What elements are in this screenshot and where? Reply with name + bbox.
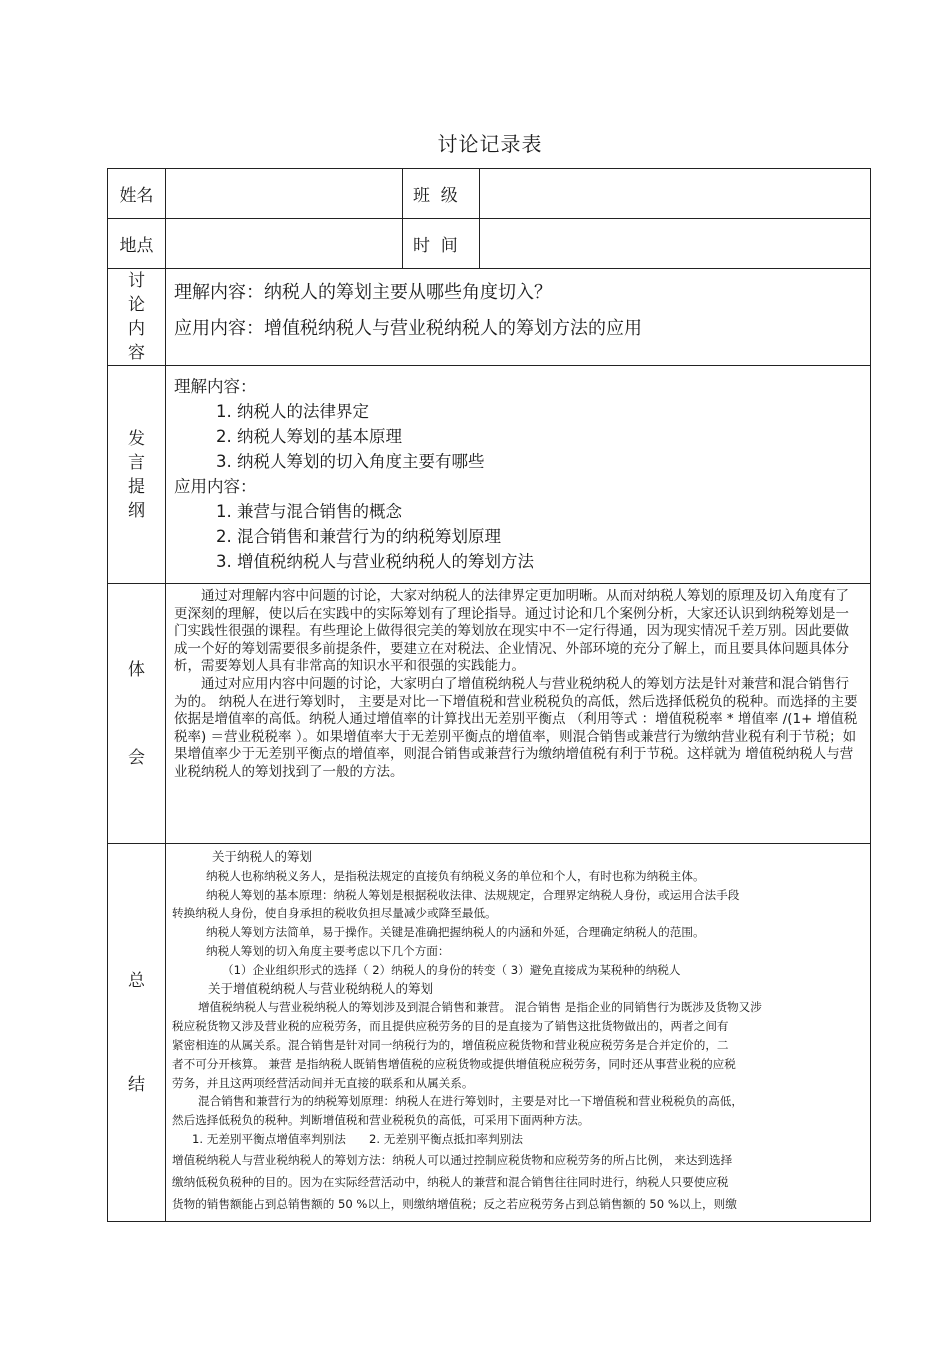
summary-line: 货物的销售额能占到总销售额的 50 %以上，则缴纳增值税；反之若应税劳务占到总销售额的 50 %以上，则缴 [172, 1196, 737, 1211]
value-name [166, 169, 403, 219]
label-name: 姓名 [108, 169, 166, 219]
summary-line: 增值税纳税人与营业税纳税人的筹划涉及到混合销售和兼营。 混合销售 是指企业的同销售行为既涉及货物又涉 [198, 1000, 762, 1015]
outline-item: 3. 增值税纳税人与营业税纳税人的筹划方法 [216, 552, 534, 571]
label-summary [108, 844, 166, 1222]
label-place: 地点 [108, 219, 166, 269]
row-place-time [108, 219, 871, 269]
row-summary [108, 844, 871, 1222]
summary-line: 缴纳低税负税种的目的。因为在实际经营活动中，纳税人的兼营和混合销售往往同时进行，纳税人只要使应税 [172, 1174, 729, 1189]
label-topic-char: 内 [128, 319, 145, 339]
outline-item: 1. 纳税人的法律界定 [216, 402, 369, 421]
summary-heading: 关于纳税人的筹划 [212, 849, 313, 864]
topic-line-understanding: 理解内容：纳税人的筹划主要从哪些角度切入？ [174, 282, 552, 303]
row-experience [108, 584, 871, 844]
outline-heading-understanding: 理解内容： [174, 377, 257, 396]
summary-line: 1. 无差别平衡点增值率判别法 2. 无差别平衡点抵扣率判别法 [192, 1131, 523, 1146]
summary-line: 纳税人也称纳税义务人，是指税法规定的直接负有纳税义务的单位和个人，有时也称为纳税主体。 [206, 868, 705, 883]
summary-heading: 关于增值税纳税人与营业税纳税人的筹划 [208, 980, 434, 996]
record-table [107, 168, 871, 1222]
label-outline-char: 提 [128, 476, 145, 497]
label-outline [108, 366, 166, 584]
label-summary-char: 结 [128, 1074, 145, 1095]
topic-content [166, 269, 871, 366]
label-experience-char: 体 [128, 659, 145, 680]
outline-item: 2. 纳税人筹划的基本原理 [216, 427, 402, 446]
experience-content [166, 584, 871, 844]
summary-line: 税应税货物又涉及营业税的应税劳务，而且提供应税劳务的目的是直接为了销售这批货物做出的，两者之间有 [172, 1019, 729, 1034]
row-outline [108, 366, 871, 584]
label-topic-char: 容 [128, 343, 145, 363]
value-class [480, 169, 871, 219]
label-experience-char: 会 [128, 747, 145, 768]
label-topic-char: 论 [128, 295, 145, 315]
value-place [166, 219, 403, 269]
outline-item: 1. 兼营与混合销售的概念 [216, 502, 402, 521]
summary-line: 增值税纳税人与营业税纳税人的筹划方法：纳税人可以通过控制应税货物和应税劳务的所占比例， 来达到选择 [172, 1152, 733, 1167]
label-class: 班 级 [403, 169, 480, 219]
summary-line: 者不可分开核算。 兼营 是指纳税人既销售增值税的应税货物或提供增值税应税劳务，同时还从事营业税的应税 [172, 1056, 736, 1071]
label-experience [108, 584, 166, 844]
outline-item: 3. 纳税人筹划的切入角度主要有哪些 [216, 452, 485, 471]
label-topic [108, 269, 166, 366]
summary-line: 混合销售和兼营行为的纳税筹划原理：纳税人在进行筹划时，主要是对比一下增值税和营业税税负的高低， [198, 1094, 743, 1109]
label-outline-char: 纲 [128, 500, 145, 521]
summary-line: 转换纳税人身份，使自身承担的税收负担尽量减少或降至最低。 [172, 906, 497, 921]
row-topic [108, 269, 871, 366]
summary-content [166, 844, 871, 1222]
summary-line: 纳税人筹划的切入角度主要考虑以下几个方面： [206, 943, 450, 958]
label-topic-char: 讨 [128, 271, 145, 291]
experience-paragraph: 通过对应用内容中问题的讨论，大家明白了增值税纳税人与营业税纳税人的筹划方法是针对兼营和混合销售行为的。 纳税人在进行筹划时， 主要是对比一下增值税和营业税税负的高低，然后选择低税负的税种。而选择的主要依据是增值率的高低。纳税人通过增值率的计算找出无差别平衡点 （利用等式 ：增值税税率 * 增值率 /(1+ 增值税税率) ＝营业税税率 ）。如果增值率大于无差别平衡点的增值率，则混合销售或兼营行为缴纳营业税有利于节税；如果增值率少于无差别平衡点的增值率，则混合销售或兼营行为缴纳增值税有利于节税。这样就为 增值税纳税人与营业税纳税人的筹划找到了一般的方法。 [174, 675, 858, 780]
experience-paragraph: 通过对理解内容中问题的讨论，大家对纳税人的法律界定更加明晰。从而对纳税人筹划的原理及切入角度有了更深刻的理解，使以后在实践中的实际筹划有了理论指导。通过讨论和几个案例分析，大家还认识到纳税筹划是一门实践性很强的课程。有些理论上做得很完美的筹划放在现实中不一定行得通，因为现实情况千差万别。因此要做成一个好的筹划需要很多前提条件，要建立在对税法、企业情况、外部环境的充分了解上，而且要具体问题具体分析，需要筹划人具有非常高的知识水平和很强的实践能力。 [174, 588, 849, 675]
summary-line: 劳务，并且这两项经营活动间并无直接的联系和从属关系。 [172, 1075, 474, 1090]
label-time: 时 间 [403, 219, 480, 269]
page-title: 讨论记录表 [437, 132, 543, 156]
topic-line-application: 应用内容：增值税纳税人与营业税纳税人的筹划方法的应用 [174, 318, 642, 339]
outline-item: 2. 混合销售和兼营行为的纳税筹划原理 [216, 527, 501, 546]
outline-heading-application: 应用内容： [174, 477, 257, 496]
row-name-class [108, 169, 871, 219]
summary-line: 然后选择低税负的税种。判断增值税和营业税税负的高低，可采用下面两种方法。 [172, 1113, 590, 1128]
outline-content [166, 366, 871, 584]
summary-line: 纳税人筹划方法简单，易于操作。关键是准确把握纳税人的内涵和外延，合理确定纳税人的范围。 [206, 925, 705, 940]
label-summary-char: 总 [128, 970, 145, 991]
value-time [480, 219, 871, 269]
summary-line: 紧密相连的从属关系。混合销售是针对同一纳税行为的，增值税应税货物和营业税应税劳务是合并定价的，二 [172, 1037, 729, 1052]
summary-line: （1）企业组织形式的选择（ 2）纳税人的身份的转变（ 3）避免直接成为某税种的纳税人 [222, 962, 681, 977]
summary-line: 纳税人筹划的基本原理：纳税人筹划是根据税收法律、法规规定，合理界定纳税人身份，或运用合法手段 [206, 887, 740, 902]
label-outline-char: 言 [128, 452, 145, 473]
label-outline-char: 发 [128, 428, 145, 449]
